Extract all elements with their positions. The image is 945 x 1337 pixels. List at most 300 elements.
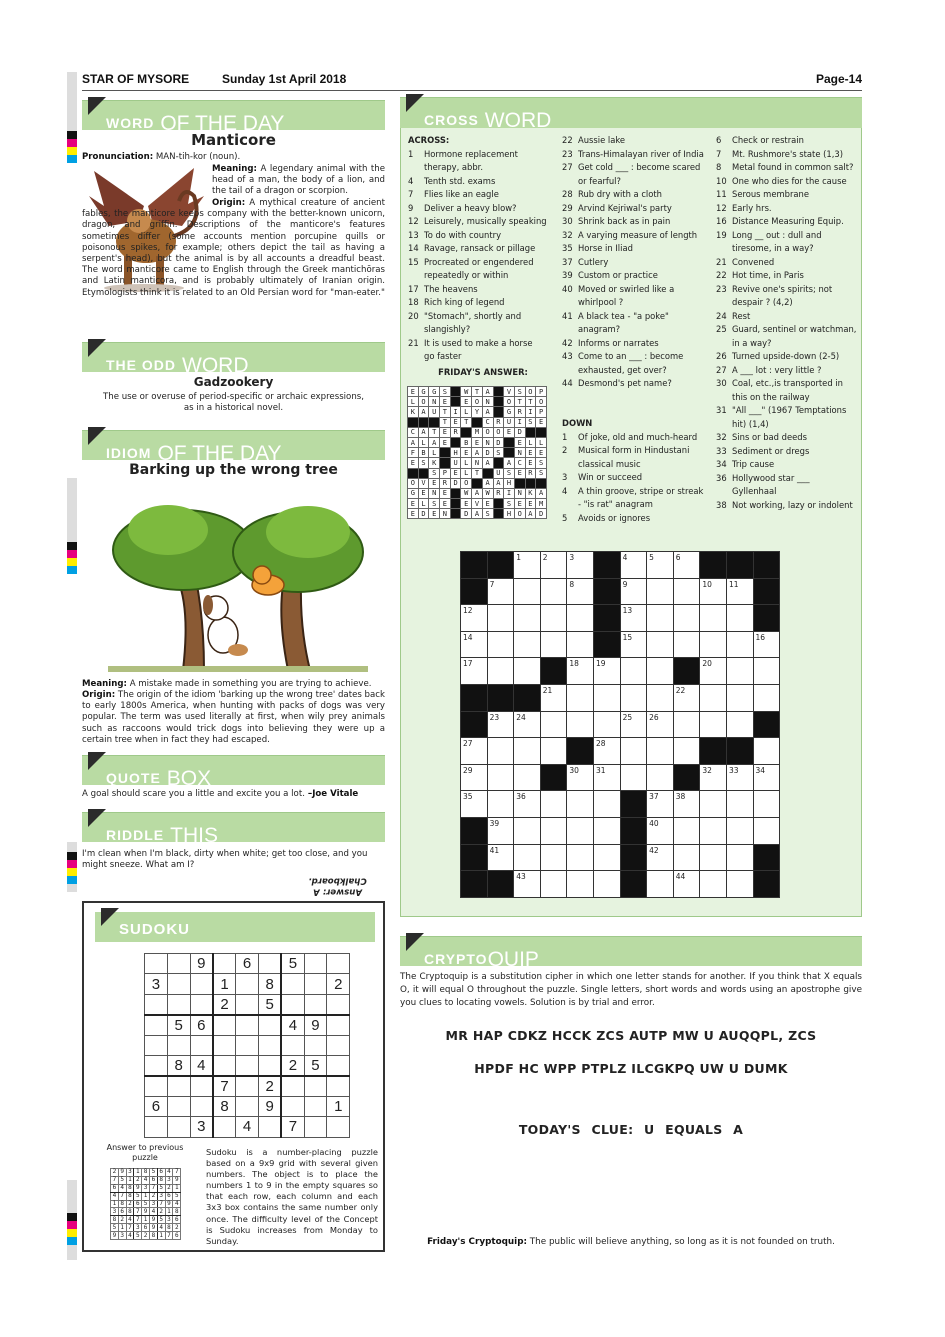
answer-cell: U <box>493 468 504 478</box>
sudoku-cell[interactable] <box>145 1117 168 1137</box>
idiom-meaning: Meaning: A mistake made in something you are trying to achieve. <box>82 679 372 689</box>
sudoku-cell[interactable]: 3 <box>145 974 168 994</box>
sudoku-cell[interactable]: 4 <box>236 1117 259 1137</box>
across-clues-col1 <box>408 134 558 364</box>
band-label-big: WORD <box>484 109 552 132</box>
sudoku-cell[interactable]: 7 <box>281 1117 304 1137</box>
sudoku-cell[interactable] <box>167 1076 190 1096</box>
sudoku-cell: 4 <box>118 1184 126 1192</box>
sudoku-cell: 7 <box>118 1192 126 1200</box>
sudoku-cell[interactable]: 9 <box>304 1015 327 1035</box>
sudoku-cell[interactable] <box>213 1015 236 1035</box>
crossword-cell[interactable] <box>540 791 567 818</box>
crossword-cell[interactable] <box>700 871 727 898</box>
crossword-cell[interactable]: 31 <box>593 764 620 791</box>
sudoku-cell[interactable]: 6 <box>145 1096 168 1116</box>
crossword-cell[interactable]: 32 <box>700 764 727 791</box>
crossword-cell[interactable] <box>487 791 514 818</box>
crossword-cell[interactable]: 10 <box>700 578 727 605</box>
answer-cell: B <box>461 437 472 447</box>
crossword-cell[interactable] <box>567 631 594 658</box>
crossword-cell[interactable] <box>620 684 647 711</box>
sudoku-cell[interactable] <box>327 1015 350 1035</box>
sudoku-cell: 1 <box>165 1208 173 1216</box>
crossword-cell[interactable]: 42 <box>647 844 674 871</box>
crossword-cell[interactable] <box>700 817 727 844</box>
clue-number: 26 <box>716 351 727 361</box>
sudoku-cell[interactable] <box>145 1076 168 1096</box>
answer-cell: S <box>429 468 440 478</box>
answer-black-square <box>461 427 472 437</box>
sudoku-cell[interactable] <box>281 1076 304 1096</box>
sudoku-cell[interactable] <box>167 1096 190 1116</box>
sudoku-cell: 9 <box>149 1216 157 1224</box>
answer-cell: O <box>408 478 419 488</box>
clue-number: 24 <box>716 310 727 321</box>
sudoku-cell[interactable]: 7 <box>213 1076 236 1096</box>
sudoku-cell[interactable]: 4 <box>281 1015 304 1035</box>
sudoku-cell[interactable] <box>213 1035 236 1055</box>
answer-cell: N <box>472 458 483 468</box>
clue-item <box>716 485 862 499</box>
crossword-cell[interactable]: 37 <box>647 791 674 818</box>
sudoku-cell[interactable]: 3 <box>190 1117 213 1137</box>
sudoku-cell[interactable] <box>145 1055 168 1075</box>
clue-text: Moved or swirled like a <box>578 283 675 294</box>
crossword-cell[interactable]: 11 <box>726 578 753 605</box>
crossword-cell[interactable] <box>700 631 727 658</box>
answer-black-square <box>493 509 504 519</box>
crossword-cell[interactable] <box>540 578 567 605</box>
sudoku-cell[interactable] <box>236 974 259 994</box>
sudoku-cell[interactable] <box>304 974 327 994</box>
crossword-cell[interactable]: 16 <box>753 631 780 658</box>
crossword-cell[interactable] <box>726 711 753 738</box>
band-label-small: IDIOM <box>106 445 152 461</box>
clue-item <box>716 188 862 202</box>
crossword-cell[interactable] <box>593 871 620 898</box>
sudoku-cell[interactable] <box>236 1035 259 1055</box>
crossword-cell[interactable] <box>593 791 620 818</box>
black-square <box>461 552 488 579</box>
crossword-cell[interactable] <box>487 764 514 791</box>
crossword-cell[interactable] <box>647 658 674 685</box>
clue-item <box>408 175 558 189</box>
answer-cell: E <box>482 499 493 509</box>
sudoku-cell: 8 <box>126 1192 134 1200</box>
sudoku-cell[interactable]: 5 <box>304 1055 327 1075</box>
sudoku-cell[interactable] <box>327 1076 350 1096</box>
crossword-cell[interactable] <box>514 817 541 844</box>
crossword-cell[interactable] <box>700 684 727 711</box>
sudoku-cell[interactable] <box>190 974 213 994</box>
black-square <box>726 552 753 579</box>
clue-text: Check or restrain <box>732 135 804 145</box>
answer-cell: T <box>472 468 483 478</box>
crossword-cell[interactable]: 6 <box>673 552 700 579</box>
crossword-cell[interactable]: 2 <box>540 552 567 579</box>
crossword-cell[interactable] <box>726 684 753 711</box>
crossword-cell[interactable]: 14 <box>461 631 488 658</box>
crossword-cell[interactable] <box>567 871 594 898</box>
band-label-small: RIDDLE <box>106 827 165 843</box>
answer-cell: K <box>429 458 440 468</box>
crossword-cell[interactable] <box>647 578 674 605</box>
sudoku-cell: 7 <box>134 1216 142 1224</box>
crossword-cell[interactable]: 28 <box>593 738 620 765</box>
crossword-cell[interactable] <box>514 658 541 685</box>
answer-cell: O <box>472 397 483 407</box>
sudoku-answer-label: Answer to previous puzzle <box>106 1143 184 1162</box>
sudoku-cell[interactable] <box>236 1096 259 1116</box>
answer-cell: S <box>536 458 547 468</box>
crossword-cell[interactable] <box>540 711 567 738</box>
sudoku-cell[interactable] <box>304 954 327 974</box>
crossword-cell[interactable]: 17 <box>461 658 488 685</box>
crossword-cell[interactable]: 12 <box>461 605 488 632</box>
crossword-cell[interactable] <box>673 578 700 605</box>
crossword-cell[interactable]: 20 <box>700 658 727 685</box>
sudoku-cell[interactable] <box>258 1055 281 1075</box>
answer-cell: P <box>536 387 547 397</box>
crossword-cell[interactable]: 23 <box>487 711 514 738</box>
clue-text: repeatedly or within <box>424 270 509 280</box>
answer-cell: B <box>418 448 429 458</box>
black-square <box>593 552 620 579</box>
clue-item <box>562 134 712 148</box>
clue-number: 4 <box>408 175 414 186</box>
sudoku-cell[interactable]: 5 <box>281 954 304 974</box>
sudoku-cell[interactable] <box>258 1035 281 1055</box>
crossword-cell[interactable]: 44 <box>673 871 700 898</box>
clue-item <box>562 148 712 162</box>
crossword-cell[interactable] <box>567 791 594 818</box>
sudoku-cell[interactable]: 9 <box>258 1096 281 1116</box>
crossword-cell[interactable] <box>567 684 594 711</box>
sudoku-cell[interactable]: 2 <box>213 994 236 1014</box>
sudoku-cell: 1 <box>173 1184 181 1192</box>
crossword-cell[interactable]: 25 <box>620 711 647 738</box>
sudoku-cell[interactable]: 4 <box>190 1055 213 1075</box>
sudoku-cell[interactable] <box>281 974 304 994</box>
crossword-cell[interactable] <box>726 871 753 898</box>
sudoku-cell[interactable] <box>327 994 350 1014</box>
crossword-cell[interactable]: 35 <box>461 791 488 818</box>
sudoku-cell: 8 <box>149 1232 157 1240</box>
crossword-cell[interactable] <box>487 658 514 685</box>
crossword-cell[interactable]: 15 <box>620 631 647 658</box>
sudoku-cell[interactable] <box>145 1015 168 1035</box>
crossword-cell[interactable] <box>726 631 753 658</box>
sudoku-cell[interactable] <box>213 1117 236 1137</box>
tree-cartoon-image <box>108 490 368 675</box>
sudoku-cell[interactable]: 9 <box>190 954 213 974</box>
sudoku-cell[interactable]: 2 <box>281 1055 304 1075</box>
crossword-cell[interactable]: 30 <box>567 764 594 791</box>
sudoku-cell[interactable]: 8 <box>258 974 281 994</box>
crossword-cell[interactable] <box>620 658 647 685</box>
crossword-cell[interactable] <box>567 711 594 738</box>
answer-black-square <box>408 468 419 478</box>
crossword-cell[interactable] <box>753 738 780 765</box>
answer-cell: C <box>514 458 525 468</box>
crossword-cell[interactable] <box>620 738 647 765</box>
clue-item <box>716 229 862 243</box>
clue-text: go faster <box>424 351 462 361</box>
answer-cell: E <box>461 499 472 509</box>
sudoku-cell[interactable] <box>190 1035 213 1055</box>
clue-item <box>562 175 712 189</box>
sudoku-cell[interactable] <box>258 1015 281 1035</box>
crossword-cell[interactable] <box>567 605 594 632</box>
crossword-cell[interactable] <box>514 631 541 658</box>
answer-cell: E <box>408 387 419 397</box>
sudoku-cell[interactable] <box>167 974 190 994</box>
sudoku-cell[interactable]: 8 <box>167 1055 190 1075</box>
crossword-cell[interactable] <box>540 738 567 765</box>
crossword-cell[interactable] <box>647 871 674 898</box>
black-square <box>753 578 780 605</box>
sudoku-cell: 9 <box>142 1208 150 1216</box>
crossword-cell[interactable] <box>514 738 541 765</box>
clue-item <box>716 337 862 351</box>
crossword-cell[interactable] <box>673 738 700 765</box>
crossword-cell[interactable] <box>540 605 567 632</box>
sudoku-cell[interactable]: 5 <box>167 1015 190 1035</box>
sudoku-cell[interactable]: 2 <box>258 1076 281 1096</box>
crossword-cell[interactable] <box>647 738 674 765</box>
sudoku-cell: 4 <box>142 1176 150 1184</box>
quote-text: A goal should scare you a little and excite you a lot. –Joe Vitale <box>82 789 359 799</box>
answer-cell: S <box>525 417 536 427</box>
crossword-cell[interactable] <box>673 605 700 632</box>
crossword-cell[interactable] <box>540 871 567 898</box>
clue-text: despair ? (4,2) <box>732 297 793 307</box>
crossword-cell[interactable] <box>673 711 700 738</box>
crossword-cell[interactable]: 41 <box>487 844 514 871</box>
crossword-cell[interactable] <box>753 684 780 711</box>
crossword-cell[interactable]: 40 <box>647 817 674 844</box>
answer-black-square <box>408 417 419 427</box>
sudoku-cell[interactable] <box>167 1035 190 1055</box>
sudoku-cell[interactable] <box>258 954 281 974</box>
sudoku-cell[interactable] <box>190 1076 213 1096</box>
sudoku-cell[interactable] <box>213 1055 236 1075</box>
clue-item <box>562 161 712 175</box>
crossword-cell[interactable]: 5 <box>647 552 674 579</box>
crossword-cell[interactable]: 34 <box>753 764 780 791</box>
sudoku-cell[interactable] <box>327 1117 350 1137</box>
sudoku-cell: 3 <box>134 1224 142 1232</box>
sudoku-cell[interactable] <box>304 994 327 1014</box>
sudoku-band <box>95 912 375 942</box>
crossword-cell[interactable] <box>593 684 620 711</box>
crossword-cell[interactable]: 29 <box>461 764 488 791</box>
crossword-cell[interactable] <box>514 605 541 632</box>
band-label-small: QUOTE <box>106 770 161 786</box>
sudoku-cell[interactable]: 6 <box>236 954 259 974</box>
answer-cell: R <box>493 488 504 498</box>
crossword-cell[interactable]: 18 <box>567 658 594 685</box>
clue-text: anagram? <box>578 324 621 334</box>
clue-number: 21 <box>716 256 727 267</box>
crossword-cell[interactable]: 22 <box>673 684 700 711</box>
crossword-cell[interactable] <box>726 658 753 685</box>
crossword-cell[interactable] <box>487 631 514 658</box>
crossword-cell[interactable] <box>700 711 727 738</box>
sudoku-cell[interactable] <box>327 954 350 974</box>
crossword-cell[interactable] <box>487 605 514 632</box>
sudoku-cell[interactable] <box>327 1055 350 1075</box>
sudoku-cell: 4 <box>111 1192 119 1200</box>
crossword-cell[interactable] <box>726 605 753 632</box>
crossword-cell[interactable] <box>514 844 541 871</box>
sudoku-cell[interactable]: 2 <box>327 974 350 994</box>
band-label-big: QUIP <box>487 948 539 971</box>
crossword-cell[interactable] <box>753 817 780 844</box>
crossword-cell[interactable] <box>567 817 594 844</box>
crossword-cell[interactable] <box>753 658 780 685</box>
crossword-cell[interactable] <box>540 817 567 844</box>
sudoku-cell[interactable] <box>281 994 304 1014</box>
sudoku-cell[interactable] <box>190 1096 213 1116</box>
answer-cell: E <box>440 427 451 437</box>
crossword-cell[interactable]: 19 <box>593 658 620 685</box>
crossword-cell[interactable]: 26 <box>647 711 674 738</box>
crossword-cell[interactable] <box>540 631 567 658</box>
crossword-cell[interactable] <box>620 764 647 791</box>
crossword-cell[interactable]: 8 <box>567 578 594 605</box>
crossword-cell[interactable]: 36 <box>514 791 541 818</box>
answer-cell: M <box>536 499 547 509</box>
sudoku-cell[interactable] <box>304 1035 327 1055</box>
sudoku-cell[interactable] <box>167 1117 190 1137</box>
crossword-cell[interactable]: 43 <box>514 871 541 898</box>
sudoku-cell[interactable]: 1 <box>213 974 236 994</box>
crossword-cell[interactable] <box>753 791 780 818</box>
sudoku-cell[interactable]: 1 <box>327 1096 350 1116</box>
sudoku-cell[interactable] <box>258 1117 281 1137</box>
answer-cell: G <box>418 387 429 397</box>
clue-text: Hormone replacement <box>424 148 518 159</box>
corner-triangle-icon <box>88 427 106 445</box>
clue-item <box>562 202 712 216</box>
sudoku-cell[interactable] <box>236 1015 259 1035</box>
crossword-cell[interactable]: 33 <box>726 764 753 791</box>
crossword-cell[interactable] <box>593 844 620 871</box>
crossword-cell[interactable]: 1 <box>514 552 541 579</box>
crossword-cell[interactable] <box>673 817 700 844</box>
sudoku-cell[interactable] <box>236 1076 259 1096</box>
sudoku-cell[interactable] <box>145 994 168 1014</box>
sudoku-cell: 7 <box>173 1169 181 1177</box>
clue-text: Not working, lazy or indolent <box>732 499 853 510</box>
crossword-cell[interactable]: 3 <box>567 552 594 579</box>
clue-text: A varying measure of length <box>578 229 698 240</box>
clue-item <box>562 458 712 472</box>
crossword-cell[interactable] <box>647 764 674 791</box>
clue-text: Revive one's spirits; not <box>732 283 833 294</box>
crossword-cell[interactable]: 4 <box>620 552 647 579</box>
crossword-cell[interactable] <box>540 844 567 871</box>
crossword-cell[interactable] <box>726 817 753 844</box>
sudoku-cell[interactable] <box>327 1035 350 1055</box>
clue-item <box>716 323 862 337</box>
black-square <box>461 817 488 844</box>
sudoku-cell[interactable] <box>304 1096 327 1116</box>
crossword-cell[interactable]: 7 <box>487 578 514 605</box>
crossword-cell[interactable]: 38 <box>673 791 700 818</box>
crossword-cell[interactable] <box>647 631 674 658</box>
crossword-cell[interactable] <box>567 844 594 871</box>
clue-item <box>562 444 712 458</box>
crossword-cell[interactable] <box>514 578 541 605</box>
down-clues-col2 <box>562 417 712 525</box>
crossword-cell[interactable]: 9 <box>620 578 647 605</box>
crossword-cell[interactable] <box>593 711 620 738</box>
sudoku-cell: 8 <box>111 1216 119 1224</box>
answer-cell: I <box>525 407 536 417</box>
answer-cell: T <box>525 397 536 407</box>
sudoku-cell[interactable] <box>281 1035 304 1055</box>
crossword-cell[interactable] <box>647 605 674 632</box>
sudoku-cell[interactable] <box>145 1035 168 1055</box>
sudoku-cell: 5 <box>157 1216 165 1224</box>
sudoku-cell[interactable]: 5 <box>258 994 281 1014</box>
paper-name: STAR OF MYSORE <box>82 72 190 86</box>
crossword-cell[interactable]: 13 <box>620 605 647 632</box>
sudoku-cell[interactable] <box>281 1096 304 1116</box>
answer-cell: A <box>482 387 493 397</box>
friday-answer-label: FRIDAY'S ANSWER: <box>438 367 528 377</box>
crossword-cell[interactable] <box>487 738 514 765</box>
sudoku-cell[interactable] <box>167 954 190 974</box>
crossword-cell[interactable] <box>726 791 753 818</box>
sudoku-cell[interactable] <box>236 1055 259 1075</box>
clue-text: A ___ lot : very little ? <box>732 364 822 375</box>
sudoku-cell[interactable] <box>167 994 190 1014</box>
sudoku-cell: 3 <box>126 1169 134 1177</box>
sudoku-cell[interactable]: 8 <box>213 1096 236 1116</box>
crossword-cell[interactable] <box>700 844 727 871</box>
crossword-cell[interactable] <box>673 631 700 658</box>
sudoku-cell[interactable] <box>190 994 213 1014</box>
sudoku-cell[interactable] <box>145 954 168 974</box>
crossword-cell[interactable] <box>647 684 674 711</box>
crossword-cell[interactable]: 24 <box>514 711 541 738</box>
sudoku-cell[interactable] <box>213 954 236 974</box>
answer-cell: A <box>472 509 483 519</box>
sudoku-cell[interactable]: 6 <box>190 1015 213 1035</box>
crossword-cell[interactable] <box>726 844 753 871</box>
crossword-cell[interactable]: 27 <box>461 738 488 765</box>
crossword-cell[interactable] <box>700 791 727 818</box>
sudoku-cell[interactable] <box>304 1117 327 1137</box>
crossword-cell[interactable]: 39 <box>487 817 514 844</box>
answer-cell: L <box>536 437 547 447</box>
crossword-cell[interactable] <box>700 605 727 632</box>
crossword-cell[interactable] <box>673 844 700 871</box>
answer-cell: A <box>493 478 504 488</box>
sudoku-cell[interactable] <box>304 1076 327 1096</box>
crossword-cell[interactable] <box>593 817 620 844</box>
crossword-cell[interactable]: 21 <box>540 684 567 711</box>
black-square <box>673 764 700 791</box>
sudoku-cell[interactable] <box>236 994 259 1014</box>
crossword-cell[interactable] <box>514 764 541 791</box>
black-square <box>593 605 620 632</box>
band-label-small: CROSS <box>424 112 479 128</box>
